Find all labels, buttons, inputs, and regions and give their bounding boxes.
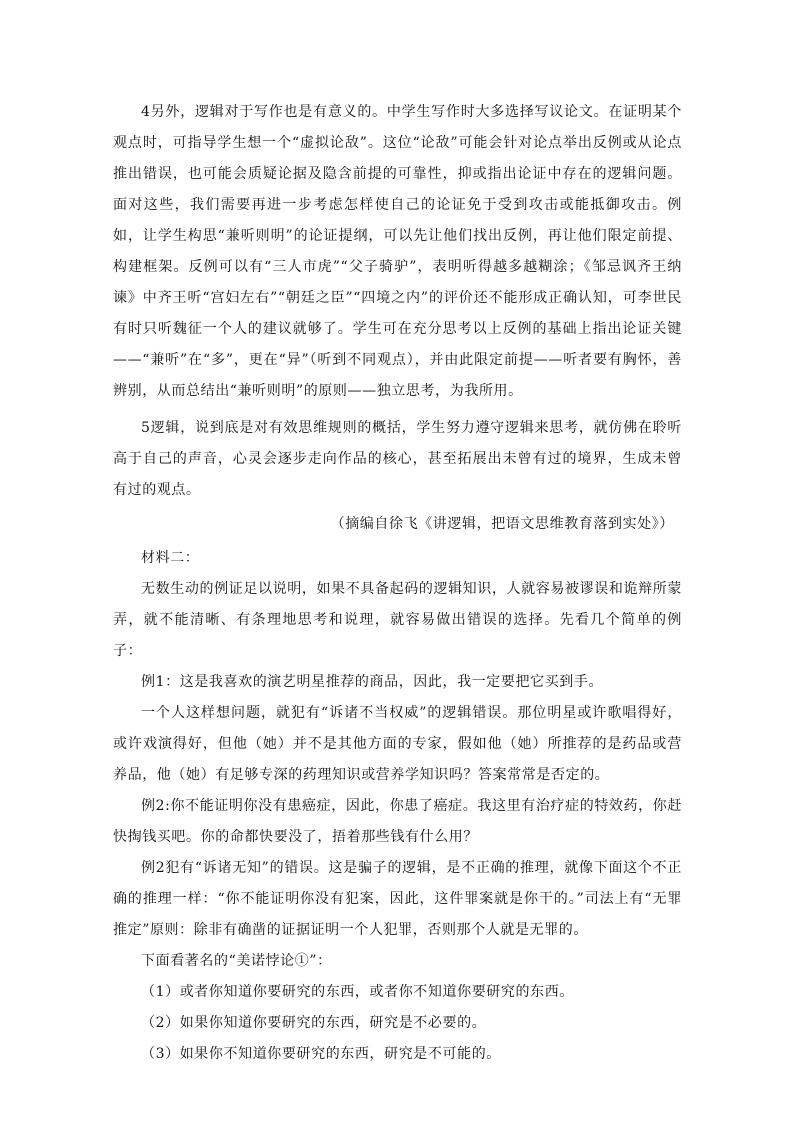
- meno-premise-3: （3）如果你不知道你要研究的东西，研究是不可能的。: [141, 1046, 501, 1062]
- material-paragraph-intro: 无数生动的例证足以说明，如果不具备起码的逻辑知识，人就容易被谬误和诡辩所蒙弄，就不能清晰、有条理地思考和说理，就容易做出错误的选择。先看几个简单的例子：: [113, 581, 682, 659]
- meno-premise-1: （1）或者你知道你要研究的东西，或者你不知道你要研究的东西。: [141, 984, 574, 1000]
- meno-premise-2: （2）如果你知道你要研究的东西，研究是不必要的。: [141, 1015, 487, 1031]
- paragraph-5: 5逻辑，说到底是对有效思维规则的概括，学生努力遵守逻辑来思考，就仿佛在聆听高于自己的声音，心灵会逐步走向作品的核心，甚至拓展出未曾有过的境界，生成未曾有过的观点。: [113, 420, 682, 498]
- paragraph-4: 4另外，逻辑对于写作也是有意义的。中学生写作时大多选择写议论文。在证明某个观点时，可指导学生想一个“虚拟论敌”。这位“论敌”可能会针对论点举出反例或从论点推出错误，也可能会质疑论据及隐含前提的可靠性，抑或指出论证中存在的逻辑问题。面对这些，我们需要再进一步考虑怎样使自己的论证免于受到攻击或能抵御攻击。例如，让学生构思“兼听则明”的论证提纲，可以先让他们找出反例，再让他们限定前提、构建框架。反例可以有“三人市虎”“父子骑驴”，表明听得越多越糊涂；《邹忌讽齐王纳谏》中齐王听“宫妇左右”“朝廷之臣”“四境之内”的评价还不能形成正确认知，可李世民有时只听魏征一个人的建议就够了。学生可在充分思考以上反例的基础上指出论证关键——“兼听”在“多”，更在“异”（听到不同观点），并由此限定前提——听者要有胸怀，善辨别，从而总结出“兼听则明”的原则——独立思考，为我所用。: [113, 104, 682, 399]
- example-1: 例1：这是我喜欢的演艺明星推荐的商品，因此，我一定要把它买到手。: [141, 674, 604, 690]
- material-two-label: 材料二：: [141, 550, 200, 566]
- example-2-analysis: 例2犯有“诉诸无知”的错误。这是骗子的逻辑，是不正确的推理，就像下面这个不正确的推理一样：“你不能证明你没有犯案，因此，这件罪案就是你干的。”司法上有“无罪推定”原则：除非有确凿的证据证明一个人犯罪，否则那个人就是无罪的。: [113, 860, 682, 938]
- example-2: 例2:你不能证明你没有患癌症，因此，你患了癌症。我这里有治疗症的特效药，你赶快掏钱买吧。你的命都快要没了，捂着那些钱有什么用？: [113, 798, 682, 845]
- document-body: [113, 97, 682, 1070]
- meno-paradox-intro: 下面看著名的“美诺悖论①”：: [141, 953, 332, 969]
- source-citation: （摘编自徐飞《讲逻辑，把语文思维教育落到实处》）: [330, 516, 674, 532]
- example-1-analysis: 一个人这样想问题，就犯有“诉诸不当权威”的逻辑错误。那位明星或许歌唱得好，或许戏演得好，但他（她）并不是其他方面的专家，假如他（她）所推荐的是药品或营养品，他（她）有足够专深的药理知识或营养学知识吗？答案常常是否定的。: [113, 705, 682, 783]
